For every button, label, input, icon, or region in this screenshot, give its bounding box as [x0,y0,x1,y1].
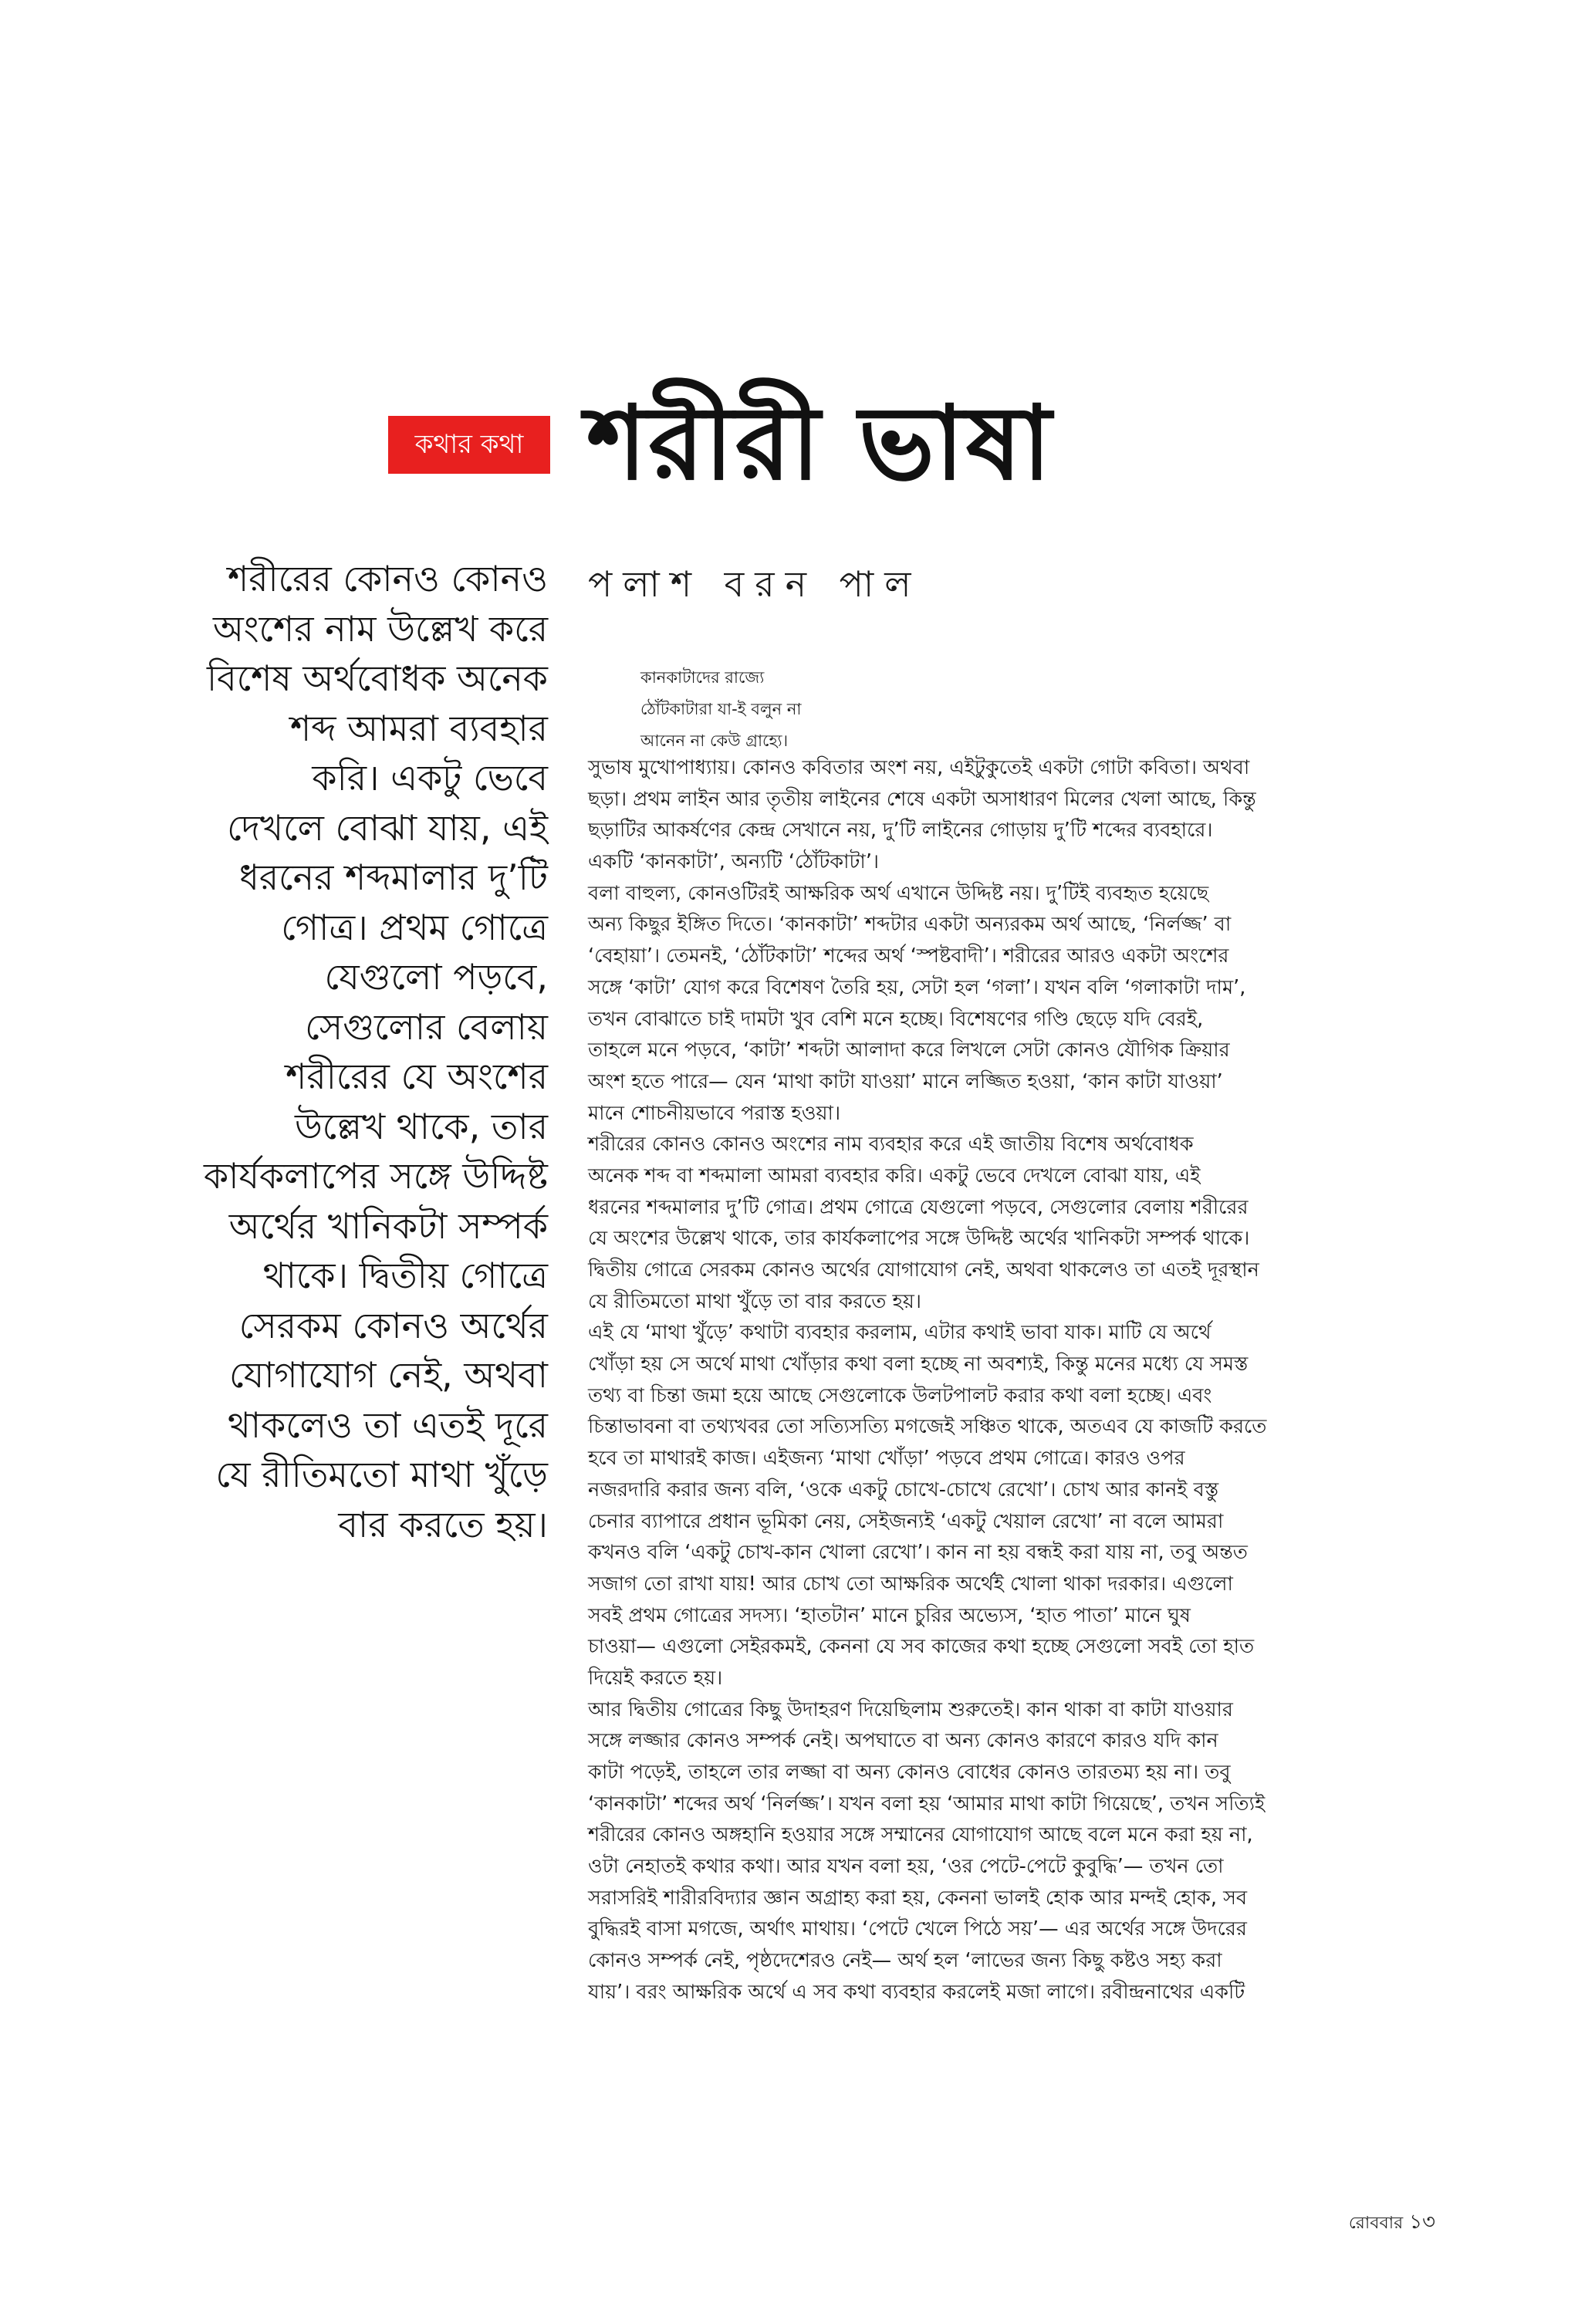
body-line: কখনও বলি ‘একটু চোখ-কান খোলা রেখো’। কান না হয় বন্ধই করা যায় না, তবু অন্তত [588,1541,1248,1565]
body-line: মানে শোচনীয়ভাবে পরাস্ত হওয়া। [588,1101,841,1125]
pull-quote-line: করি। একটু ভেবে [312,757,548,799]
body-line: সঙ্গে লজ্জার কোনও সম্পর্ক নেই। অপঘাতে বা অন্য কোনও কারণে কারও যদি কান [588,1729,1218,1753]
body-line: অনেক শব্দ বা শব্দমালা আমরা ব্যবহার করি। একটু ভেবে দেখলে বোঝা যায়, এই [588,1164,1201,1187]
pull-quote-line: সেরকম কোনও অর্থের [238,1304,548,1346]
page-number: ১৩ [1409,2211,1435,2234]
body-line: অন্য কিছুর ইঙ্গিত দিতে। ‘কানকাটা’ শব্দটার একটা অন্যরকম অর্থ আছে, ‘নির্লজ্জ’ বা [588,913,1232,937]
body-line: সবই প্রথম গোত্রের সদস্য। ‘হাতটান’ মানে চুরির অভ্যেস, ‘হাত পাতা’ মানে ঘুষ [588,1603,1191,1627]
section-tag: কথার কথা [388,416,550,474]
body-line [588,2008,1425,2040]
body-line: শরীরের কোনও কোনও অংশের নাম ব্যবহার করে এই জাতীয় বিশেষ অর্থবোধক [588,1133,1194,1157]
body-line: ছড়া। প্রথম লাইন আর তৃতীয় লাইনের শেষে একটা অসাধারণ মিলের খেলা আছে, কিন্তু [588,787,1256,811]
pull-quote-line: যোগাযোগ নেই, অথবা [229,1354,548,1396]
pull-quote-line: শরীরের কোনও কোনও [227,558,548,600]
pull-quote-line: অর্থের খানিকটা সম্পর্ক [228,1204,548,1247]
article-title: শরীরী ভাষা [586,384,1053,503]
body-line: তথ্য বা চিন্তা জমা হয়ে আছে সেগুলোকে উলটপালট করার কথা বলা হচ্ছে। এবং [588,1383,1212,1407]
pull-quote-line: দেখলে বোঝা যায়, এই [227,806,548,849]
body-line: চিন্তাভাবনা বা তথ্যখবর তো সত্যিসত্যি মগজেই সঞ্চিত থাকে, অতএব যে কাজটি করতে [588,1415,1267,1439]
body-line: দিয়েই করতে হয়। [588,1666,723,1690]
body-line: ‘কানকাটা’ শব্দের অর্থ ‘নির্লজ্জ’। যখন বলা হয় ‘আমার মাথা কাটা গিয়েছে’, তখন সত্যিই [588,1792,1266,1816]
body-line: সজাগ তো রাখা যায়! আর চোখ তো আক্ষরিক অর্থেই খোলা থাকা দরকার। এগুলো [588,1572,1233,1596]
pull-quote-line: বিশেষ অর্থবোধক অনেক [206,657,548,699]
body-line: তাহলে মনে পড়বে, ‘কাটা’ শব্দটা আলাদা করে লিখলে সেটা কোনও যৌগিক ক্রিয়ার [588,1039,1230,1062]
body-line: দ্বিতীয় গোত্রে সেরকম কোনও অর্থের যোগাযোগ নেই, অথবা থাকলেও তা এতই দূরস্থান [588,1258,1259,1282]
pull-quote-line: শরীরের যে অংশের [286,1056,548,1097]
pull-quote-line: গোত্র। প্রথম গোত্রে [281,906,548,948]
body-line: সরাসরিই শারীরবিদ্যার জ্ঞান অগ্রাহ্য করা হয়, কেননা ভালই হোক আর মন্দই হোক, সব [588,1886,1248,1910]
article-body [588,752,1425,2039]
epigraph-line: ঠোঁটকাটারা যা-ই বলুন না [640,700,802,718]
epigraph-line: আনেন না কেউ গ্রাহ্যে। [640,731,789,750]
pull-quote-line: যেগুলো পড়বে, [324,956,548,998]
body-line: বলা বাহুল্য, কোনওটিরই আক্ষরিক অর্থ এখানে উদ্দিষ্ট নয়। দু’টিই ব্যবহৃত হয়েছে [588,881,1209,905]
body-line: চাওয়া— এগুলো সেইরকমই, কেননা যে সব কাজের কথা হচ্ছে সেগুলো সবই তো হাত [588,1635,1255,1659]
body-line: এই যে ‘মাথা খুঁড়ে’ কথাটা ব্যবহার করলাম, এটার কথাই ভাবা যাক। মাটি যে অর্থে [588,1321,1211,1345]
body-line: সঙ্গে ‘কাটা’ যোগ করে বিশেষণ তৈরি হয়, সেটা হল ‘গলা’। যখন বলি ‘গলাকাটা দাম’, [588,975,1246,999]
author-byline: পলাশ বরন পাল [588,563,922,605]
pull-quote-line: সেগুলোর বেলায় [305,1005,548,1048]
body-line: কোনও সম্পর্ক নেই, পৃষ্ঠদেশেরও নেই— অর্থ হল ‘লাভের জন্য কিছু কষ্টও সহ্য করা [588,1949,1222,1973]
pull-quote-line: থাকে। দ্বিতীয় গোত্রে [262,1255,548,1296]
body-line: যে রীতিমতো মাথা খুঁড়ে তা বার করতে হয়। [588,1289,922,1313]
pull-quote-line: অংশের নাম উল্লেখ করে [212,607,548,650]
body-line: হবে তা মাথারই কাজ। এইজন্য ‘মাথা খোঁড়া’ পড়বে প্রথম গোত্রে। কারও ওপর [588,1447,1185,1471]
body-line: কাটা পড়েই, তাহলে তার লজ্জা বা অন্য কোনও বোধের কোনও তারতম্য হয় না। তবু [588,1761,1231,1784]
pull-quote-line: কার্যকলাপের সঙ্গে উদ্দিষ্ট [203,1155,548,1197]
body-line: যে অংশের উল্লেখ থাকে, তার কার্যকলাপের সঙ্গে উদ্দিষ্ট অর্থের খানিকটা সম্পর্ক থাকে। [588,1227,1250,1251]
pull-quote-line: উল্লেখ থাকে, তার [294,1105,548,1147]
body-line: খোঁড়া হয় সে অর্থে মাথা খোঁড়ার কথা বলা হচ্ছে না অবশ্যই, কিন্তু মনের মধ্যে যে সমস্ত [588,1353,1249,1376]
pull-quote-line: থাকলেও তা এতই দূরে [227,1404,548,1446]
magazine-name: রোববার [1348,2214,1404,2233]
body-line: চেনার ব্যাপারে প্রধান ভূমিকা নেয়, সেইজন্যই ‘একটু খেয়াল রেখো’ না বলে আমরা [588,1509,1224,1533]
body-line: সুভাষ মুখোপাধ্যায়। কোনও কবিতার অংশ নয়, এইটুকুতেই একটা গোটা কবিতা। অথবা [588,756,1250,779]
body-line: ছড়াটির আকর্ষণের কেন্দ্র সেখানে নয়, দু’টি লাইনের গোড়ায় দু’টি শব্দের ব্যবহারে। [588,819,1213,843]
body-line: ওটা নেহাতই কথার কথা। আর যখন বলা হয়, ‘ওর পেটে-পেটে কুবুদ্ধি’— তখন তো [588,1855,1224,1879]
page-folio [1273,2207,1435,2238]
body-line: বুদ্ধিরই বাসা মগজে, অর্থাৎ মাথায়। ‘পেটে খেলে পিঠে সয়’— এর অর্থের সঙ্গে উদরের [588,1917,1247,1941]
pull-quote-line: শব্দ আমরা ব্যবহার [290,707,548,749]
pull-quote-line: বার করতে হয়। [338,1503,548,1545]
body-line: শরীরের কোনও অঙ্গহানি হওয়ার সঙ্গে সম্মানের যোগাযোগ আছে বলে মনে করা হয় না, [588,1823,1253,1847]
body-line: তখন বোঝাতে চাই দামটা খুব বেশি মনে হচ্ছে। বিশেষণের গণ্ডি ছেড়ে যদি বেরই, [588,1007,1204,1031]
epigraph-line: কানকাটাদের রাজ্যে [640,668,765,687]
epigraph-verse [640,662,1026,757]
body-line: আর দ্বিতীয় গোত্রের কিছু উদাহরণ দিয়েছিলাম শুরুতেই। কান থাকা বা কাটা যাওয়ার [588,1697,1233,1721]
pull-quote-line: ধরনের শব্দমালার দু’টি [239,856,548,898]
body-line: নজরদারি করার জন্য বলি, ‘ওকে একটু চোখে-চোখে রেখো’। চোখ আর কানই বস্তু [588,1478,1219,1501]
pull-quote-line: যে রীতিমতো মাথা খুঁড়ে [215,1454,548,1495]
body-line: ধরনের শব্দমালার দু’টি গোত্র। প্রথম গোত্রে যেগুলো পড়বে, সেগুলোর বেলায় শরীরের [588,1195,1249,1219]
body-line: ‘বেহায়া’। তেমনই, ‘ঠোঁটকাটা’ শব্দের অর্থ ‘স্পষ্টবাদী’। শরীরের আরও একটা অংশের [588,944,1229,968]
body-line: একটি ‘কানকাটা’, অন্যটি ‘ঠোঁটকাটা’। [588,850,880,874]
body-line: অংশ হতে পারে— যেন ‘মাথা কাটা যাওয়া’ মানে লজ্জিত হওয়া, ‘কান কাটা যাওয়া’ [588,1069,1223,1093]
body-line: যায়’। বরং আক্ষরিক অর্থে এ সব কথা ব্যবহার করলেই মজা লাগে। রবীন্দ্রনাথের একটি [588,1980,1245,2004]
pull-quote [147,554,548,1742]
